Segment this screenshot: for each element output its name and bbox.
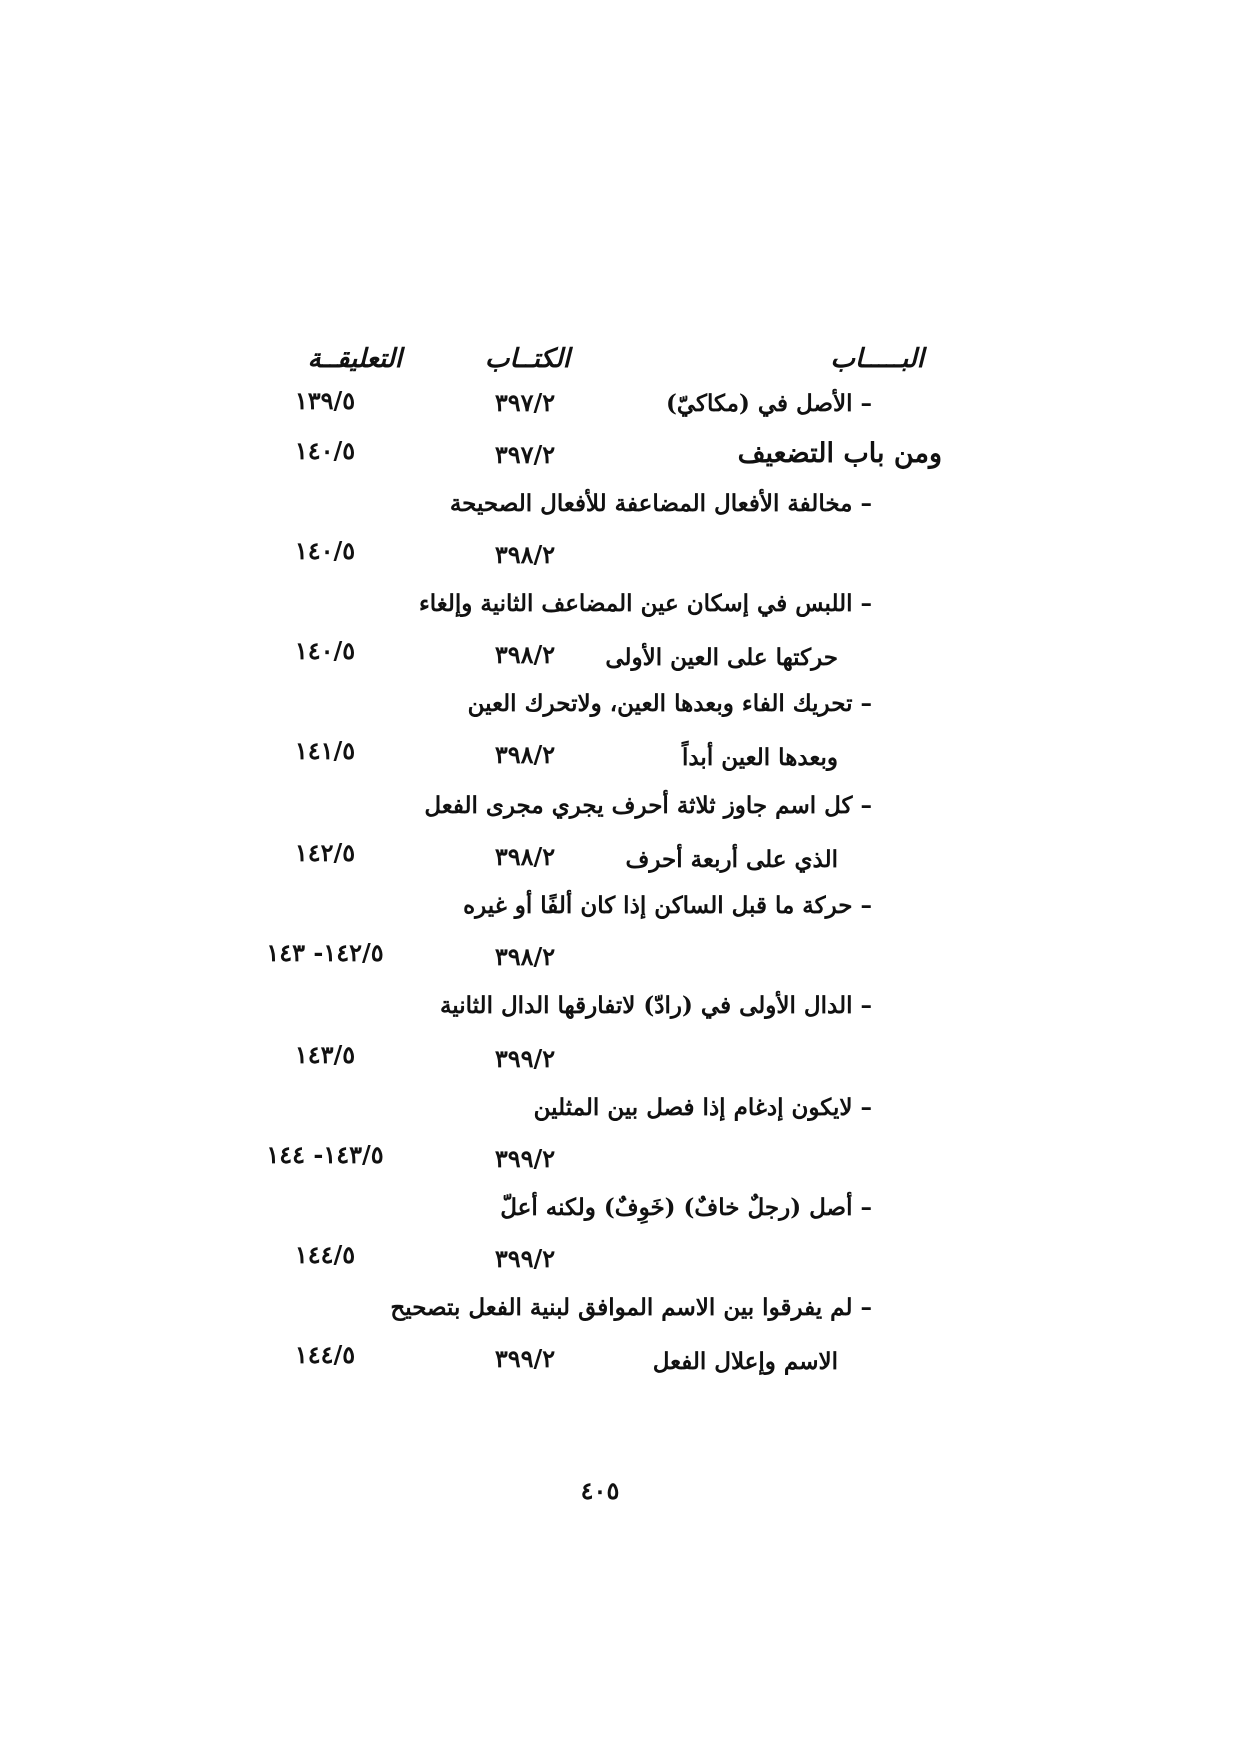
taliqa-reference: ١٤٤/٥: [294, 1340, 356, 1369]
taliqa-reference: ١٤٠/٥: [294, 636, 356, 665]
section-heading: ومن باب التضعيف: [737, 438, 942, 469]
taliqa-reference: ١٤٤/٥: [294, 1240, 356, 1269]
taliqa-reference: ١٤٢/٥: [294, 838, 356, 867]
kitab-reference: ٣٩٨/٢: [494, 740, 556, 769]
kitab-reference: ٣٩٨/٢: [494, 640, 556, 669]
index-entry-text: – لم يفرقوا بين الاسم الموافق لبنية الفعل بتصحيح: [390, 1294, 872, 1321]
index-entry-text: – لايكون إدغام إذا فصل بين المثلين: [533, 1094, 872, 1121]
taliqa-reference: ١٤٣/٥- ١٤٤: [266, 1140, 384, 1169]
kitab-reference: ٣٩٨/٢: [494, 942, 556, 971]
taliqa-reference: ١٤٠/٥: [294, 536, 356, 565]
kitab-reference: ٣٩٨/٢: [494, 540, 556, 569]
page-number: ٤٠٥: [580, 1476, 620, 1505]
kitab-reference: ٣٩٩/٢: [494, 1144, 556, 1173]
taliqa-reference: ١٤٠/٥: [294, 436, 356, 465]
index-entry-text: – كل اسم جاوز ثلاثة أحرف يجري مجرى الفعل: [424, 792, 872, 819]
kitab-reference: ٣٩٧/٢: [494, 440, 556, 469]
taliqa-reference: ١٤٣/٥: [294, 1040, 356, 1069]
index-entry-text: – تحريك الفاء وبعدها العين، ولاتحرك العين: [467, 690, 872, 717]
index-entry-text: – مخالفة الأفعال المضاعفة للأفعال الصحيحة: [449, 490, 872, 517]
taliqa-reference: ١٣٩/٥: [294, 386, 356, 415]
index-entry-continuation: الذي على أربعة أحرف: [625, 846, 838, 873]
taliqa-reference: ١٤٢/٥- ١٤٣: [266, 938, 384, 967]
kitab-reference: ٣٩٩/٢: [494, 1044, 556, 1073]
index-entry-text: – حركة ما قبل الساكن إذا كان ألفًا أو غيره: [463, 892, 872, 919]
kitab-reference: ٣٩٩/٢: [494, 1344, 556, 1373]
header-bab: البـــــاب: [830, 344, 924, 374]
index-entry-continuation: وبعدها العين أبداً: [681, 744, 838, 771]
kitab-reference: ٣٩٩/٢: [494, 1244, 556, 1273]
kitab-reference: ٣٩٨/٢: [494, 842, 556, 871]
taliqa-reference: ١٤١/٥: [294, 736, 356, 765]
header-kitab: الكتــاب: [485, 344, 570, 374]
header-taliqa: التعليقــة: [307, 344, 402, 374]
index-entry-text: – الأصل في (مكاكيّ): [665, 390, 872, 417]
kitab-reference: ٣٩٧/٢: [494, 388, 556, 417]
index-entry-text: – أصل (رجلٌ خافٌ) (خَوِفٌ) ولكنه أعلّ: [500, 1194, 872, 1221]
index-entry-text: – الدال الأولى في (رادّ) لاتفارقها الدال الثانية: [439, 992, 872, 1019]
index-entry-continuation: الاسم وإعلال الفعل: [652, 1348, 838, 1375]
index-entry-text: – اللبس في إسكان عين المضاعف الثانية وإلغاء: [418, 590, 872, 617]
index-entry-continuation: حركتها على العين الأولى: [605, 644, 838, 671]
